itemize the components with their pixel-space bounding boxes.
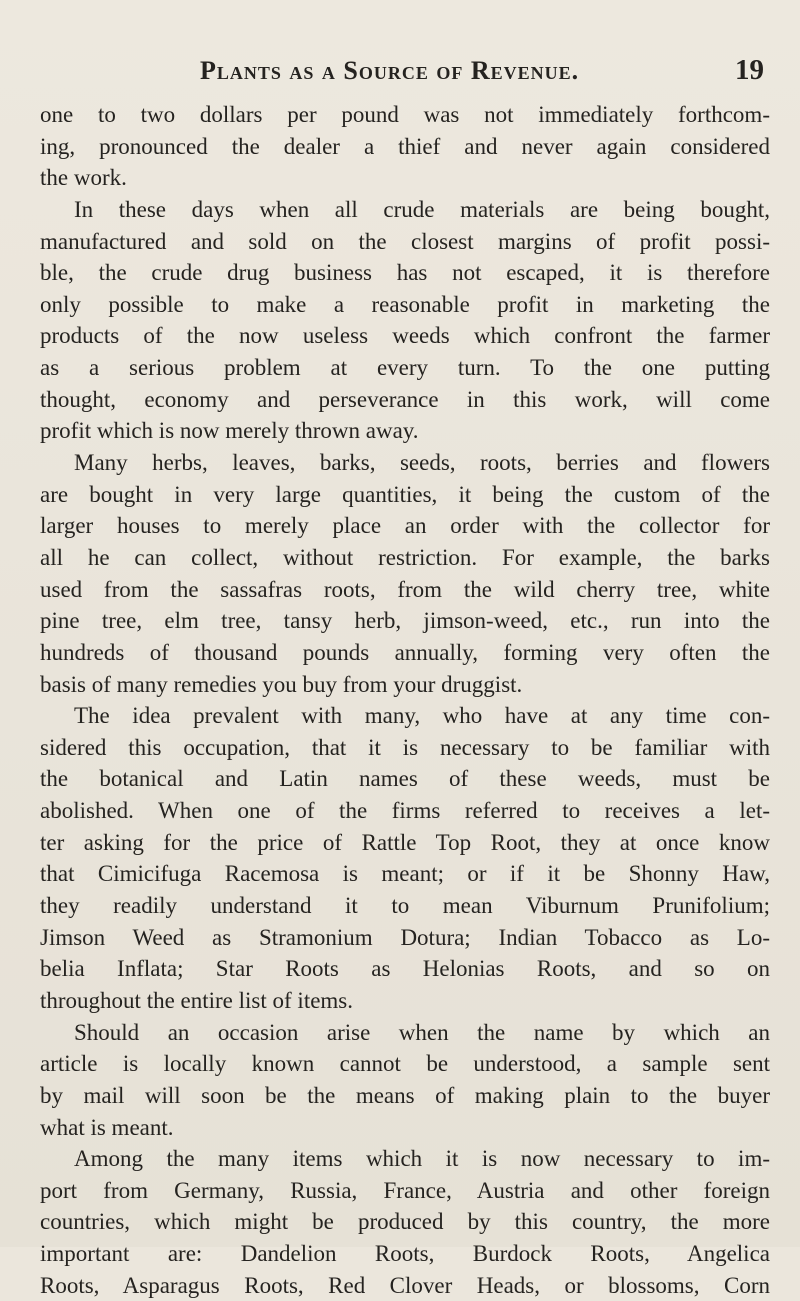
text-line: Jimson Weed as Stramonium Dotura; Indian Tobacco as Lo-	[40, 924, 770, 950]
text-line: they readily understand it to mean Viburnum Prunifolium;	[40, 893, 770, 919]
text-line: The idea prevalent with many, who have at any time con-	[74, 703, 770, 729]
text-line: manufactured and sold on the closest margins of profit possi-	[40, 228, 770, 254]
page-number: 19	[735, 54, 764, 86]
text-line: ble, the crude drug business has not escaped, it is therefore	[40, 260, 770, 286]
text-line: larger houses to merely place an order with the collector for	[40, 513, 770, 539]
text-line: Many herbs, leaves, barks, seeds, roots, berries and flowers	[74, 450, 770, 476]
text-line: countries, which might be produced by this country, the more	[40, 1209, 770, 1235]
text-line: what is meant.	[40, 1114, 174, 1140]
text-line: profit which is now merely thrown away.	[40, 418, 419, 444]
text-line: all he can collect, without restriction. For example, the barks	[40, 544, 770, 570]
running-header	[40, 50, 770, 90]
text-line: ter asking for the price of Rattle Top Root, they at once know	[40, 829, 770, 855]
body-text	[40, 99, 770, 1301]
text-line: sidered this occupation, that it is necessary to be familiar with	[40, 734, 770, 760]
text-line: Among the many items which it is now necessary to im-	[74, 1146, 770, 1172]
text-line: are bought in very large quantities, it being the custom of the	[40, 481, 770, 507]
text-line: products of the now useless weeds which confront the farmer	[40, 323, 770, 349]
text-line: hundreds of thousand pounds annually, forming very often the	[40, 639, 770, 665]
text-line: pine tree, elm tree, tansy herb, jimson-weed, etc., run into the	[40, 608, 770, 634]
text-line: Roots, Asparagus Roots, Red Clover Heads, or blossoms, Corn	[40, 1272, 770, 1298]
text-line: that Cimicifuga Racemosa is meant; or if it be Shonny Haw,	[40, 861, 770, 887]
text-line: the botanical and Latin names of these weeds, must be	[40, 766, 770, 792]
text-line: Should an occasion arise when the name by which an	[74, 1019, 770, 1045]
text-line: throughout the entire list of items.	[40, 987, 354, 1013]
text-line: only possible to make a reasonable profit in marketing the	[40, 291, 770, 317]
text-line: by mail will soon be the means of making plain to the buyer	[40, 1082, 770, 1108]
text-line: thought, economy and perseverance in this work, will come	[40, 386, 770, 412]
text-line: belia Inflata; Star Roots as Helonias Roots, and so on	[40, 956, 770, 982]
text-line: one to two dollars per pound was not immediately forthcom-	[40, 102, 770, 127]
text-line: important are: Dandelion Roots, Burdock Roots, Angelica	[40, 1241, 770, 1267]
text-line: port from Germany, Russia, France, Austria and other foreign	[40, 1177, 770, 1203]
text-line: article is locally known cannot be understood, a sample sent	[40, 1051, 770, 1077]
text-line: used from the sassafras roots, from the wild cherry tree, white	[40, 576, 770, 602]
text-line: ing, pronounced the dealer a thief and never again considered	[40, 133, 770, 159]
text-line: the work.	[40, 165, 127, 191]
text-line: as a serious problem at every turn. To the one putting	[40, 355, 770, 381]
running-title: Plants as a Source of Revenue.	[200, 56, 580, 85]
text-line: abolished. When one of the firms referred to receives a let-	[40, 798, 770, 824]
text-line: basis of many remedies you buy from your druggist.	[40, 671, 523, 697]
text-line: In these days when all crude materials are being bought,	[74, 196, 770, 222]
